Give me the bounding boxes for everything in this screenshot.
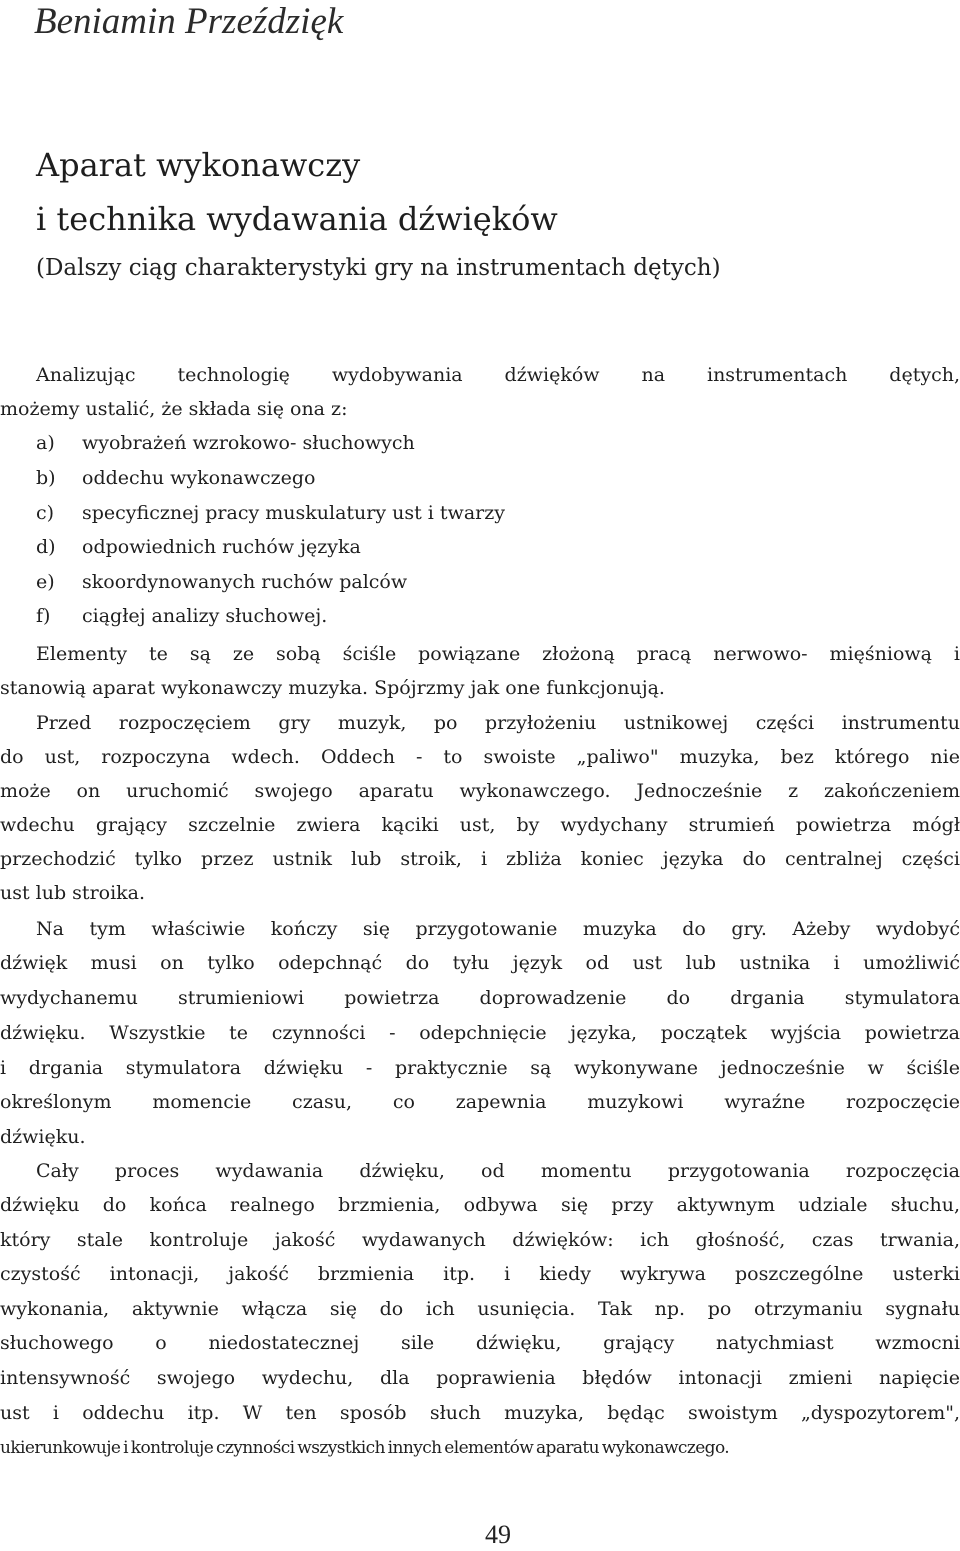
list-label: d) (36, 536, 56, 558)
paragraph-line: Elementy te są ze sobą ściśle powiązane złożoną pracą nerwowo- mięśniową i (36, 643, 960, 665)
page-number: 49 (485, 1520, 511, 1549)
list-text: oddechu wykonawczego (82, 467, 316, 489)
paragraph-line: ust i oddechu itp. W ten sposób słuch muzyka, będąc swoistym „dyspozytorem", (0, 1402, 960, 1424)
paragraph-line: przechodzić tylko przez ustnik lub stroik, i zbliża koniec języka do centralnej części (0, 848, 960, 870)
list-label: f) (36, 605, 51, 627)
paragraph-line: ukierunkowuje i kontroluje czynności wszystkich innych elementów aparatu wykonawczego. (0, 1438, 730, 1458)
list-label: e) (36, 571, 55, 593)
paragraph-line: Na tym właściwie kończy się przygotowanie muzyka do gry. Ażeby wydobyć (36, 918, 960, 940)
paragraph-line: do ust, rozpoczyna wdech. Oddech - to swoiste „paliwo" muzyka, bez którego nie (0, 746, 960, 768)
list-item (36, 530, 361, 564)
paragraph-line: Przed rozpoczęciem gry muzyk, po przyłożeniu ustnikowej części instrumentu (36, 712, 960, 734)
paragraph-line: intensywność swojego wydechu, dla poprawienia błędów intonacji zmieni napięcie (0, 1367, 960, 1389)
paragraph-line: dźwięk musi on tylko odepchnąć do tyłu język od ust lub ustnika i umożliwić (0, 952, 960, 974)
paragraph-line: Cały proces wydawania dźwięku, od momentu przygotowania rozpoczęcia (36, 1160, 960, 1182)
paragraph-line: może on uruchomić swojego aparatu wykonawczego. Jednocześnie z zakończeniem (0, 780, 960, 802)
list-item (36, 565, 407, 599)
author-name: Beniamin Przeździęk (34, 1, 344, 42)
paragraph-line: wydychanemu strumieniowi powietrza doprowadzenie do drgania stymulatora (0, 987, 960, 1009)
paragraph-line: wdechu grający szczelnie zwiera kąciki ust, by wydychany strumień powietrza mógł (0, 814, 960, 836)
paragraph-line: dźwięku. (0, 1126, 86, 1148)
list-item (36, 599, 327, 633)
list-label: c) (36, 502, 55, 524)
list-text: ciągłej analizy słuchowej. (82, 605, 328, 627)
paragraph-line: wykonania, aktywnie włącza się do ich usunięcia. Tak np. po otrzymaniu sygnału (0, 1298, 960, 1320)
list-item (36, 461, 315, 495)
subtitle: (Dalszy ciąg charakterystyki gry na instrumentach dętych) (36, 255, 721, 281)
paragraph-line: który stale kontroluje jakość wydawanych dźwięków: ich głośność, czas trwania, (0, 1229, 960, 1251)
intro-line: możemy ustalić, że składa się ona z: (0, 398, 348, 420)
paragraph-line: określonym momencie czasu, co zapewnia muzykowi wyraźne rozpoczęcie (0, 1091, 960, 1113)
paragraph-line: słuchowego o niedostatecznej sile dźwięku, grający natychmiast wzmocni (0, 1332, 960, 1354)
list-text: odpowiednich ruchów języka (82, 536, 361, 558)
paragraph-line: stanowią aparat wykonawczy muzyka. Spójrzmy jak one funkcjonują. (0, 677, 665, 699)
intro-line: Analizując technologię wydobywania dźwięków na instrumentach dętych, (36, 364, 960, 386)
list-label: b) (36, 467, 56, 489)
list-label: a) (36, 432, 55, 454)
paragraph-line: ust lub stroika. (0, 882, 146, 904)
list-text: wyobrażeń wzrokowo- słuchowych (82, 432, 415, 454)
paragraph-line: czystość intonacji, jakość brzmienia itp. i kiedy wykrywa poszczególne usterki (0, 1263, 960, 1285)
list-text: skoordynowanych ruchów palców (82, 571, 408, 593)
paragraph-line: dźwięku do końca realnego brzmienia, odbywa się przy aktywnym udziale słuchu, (0, 1194, 960, 1216)
paragraph-line: i drgania stymulatora dźwięku - praktycznie są wykonywane jednocześnie w ściśle (0, 1057, 960, 1079)
title-line-1: Aparat wykonawczy (36, 146, 361, 184)
title-line-2: i technika wydawania dźwięków (36, 200, 558, 238)
list-item (36, 496, 505, 530)
paragraph-line: dźwięku. Wszystkie te czynności - odepchnięcie języka, początek wyjścia powietrza (0, 1022, 960, 1044)
list-item (36, 426, 415, 460)
list-text: specyficznej pracy muskulatury ust i twarzy (82, 502, 505, 524)
